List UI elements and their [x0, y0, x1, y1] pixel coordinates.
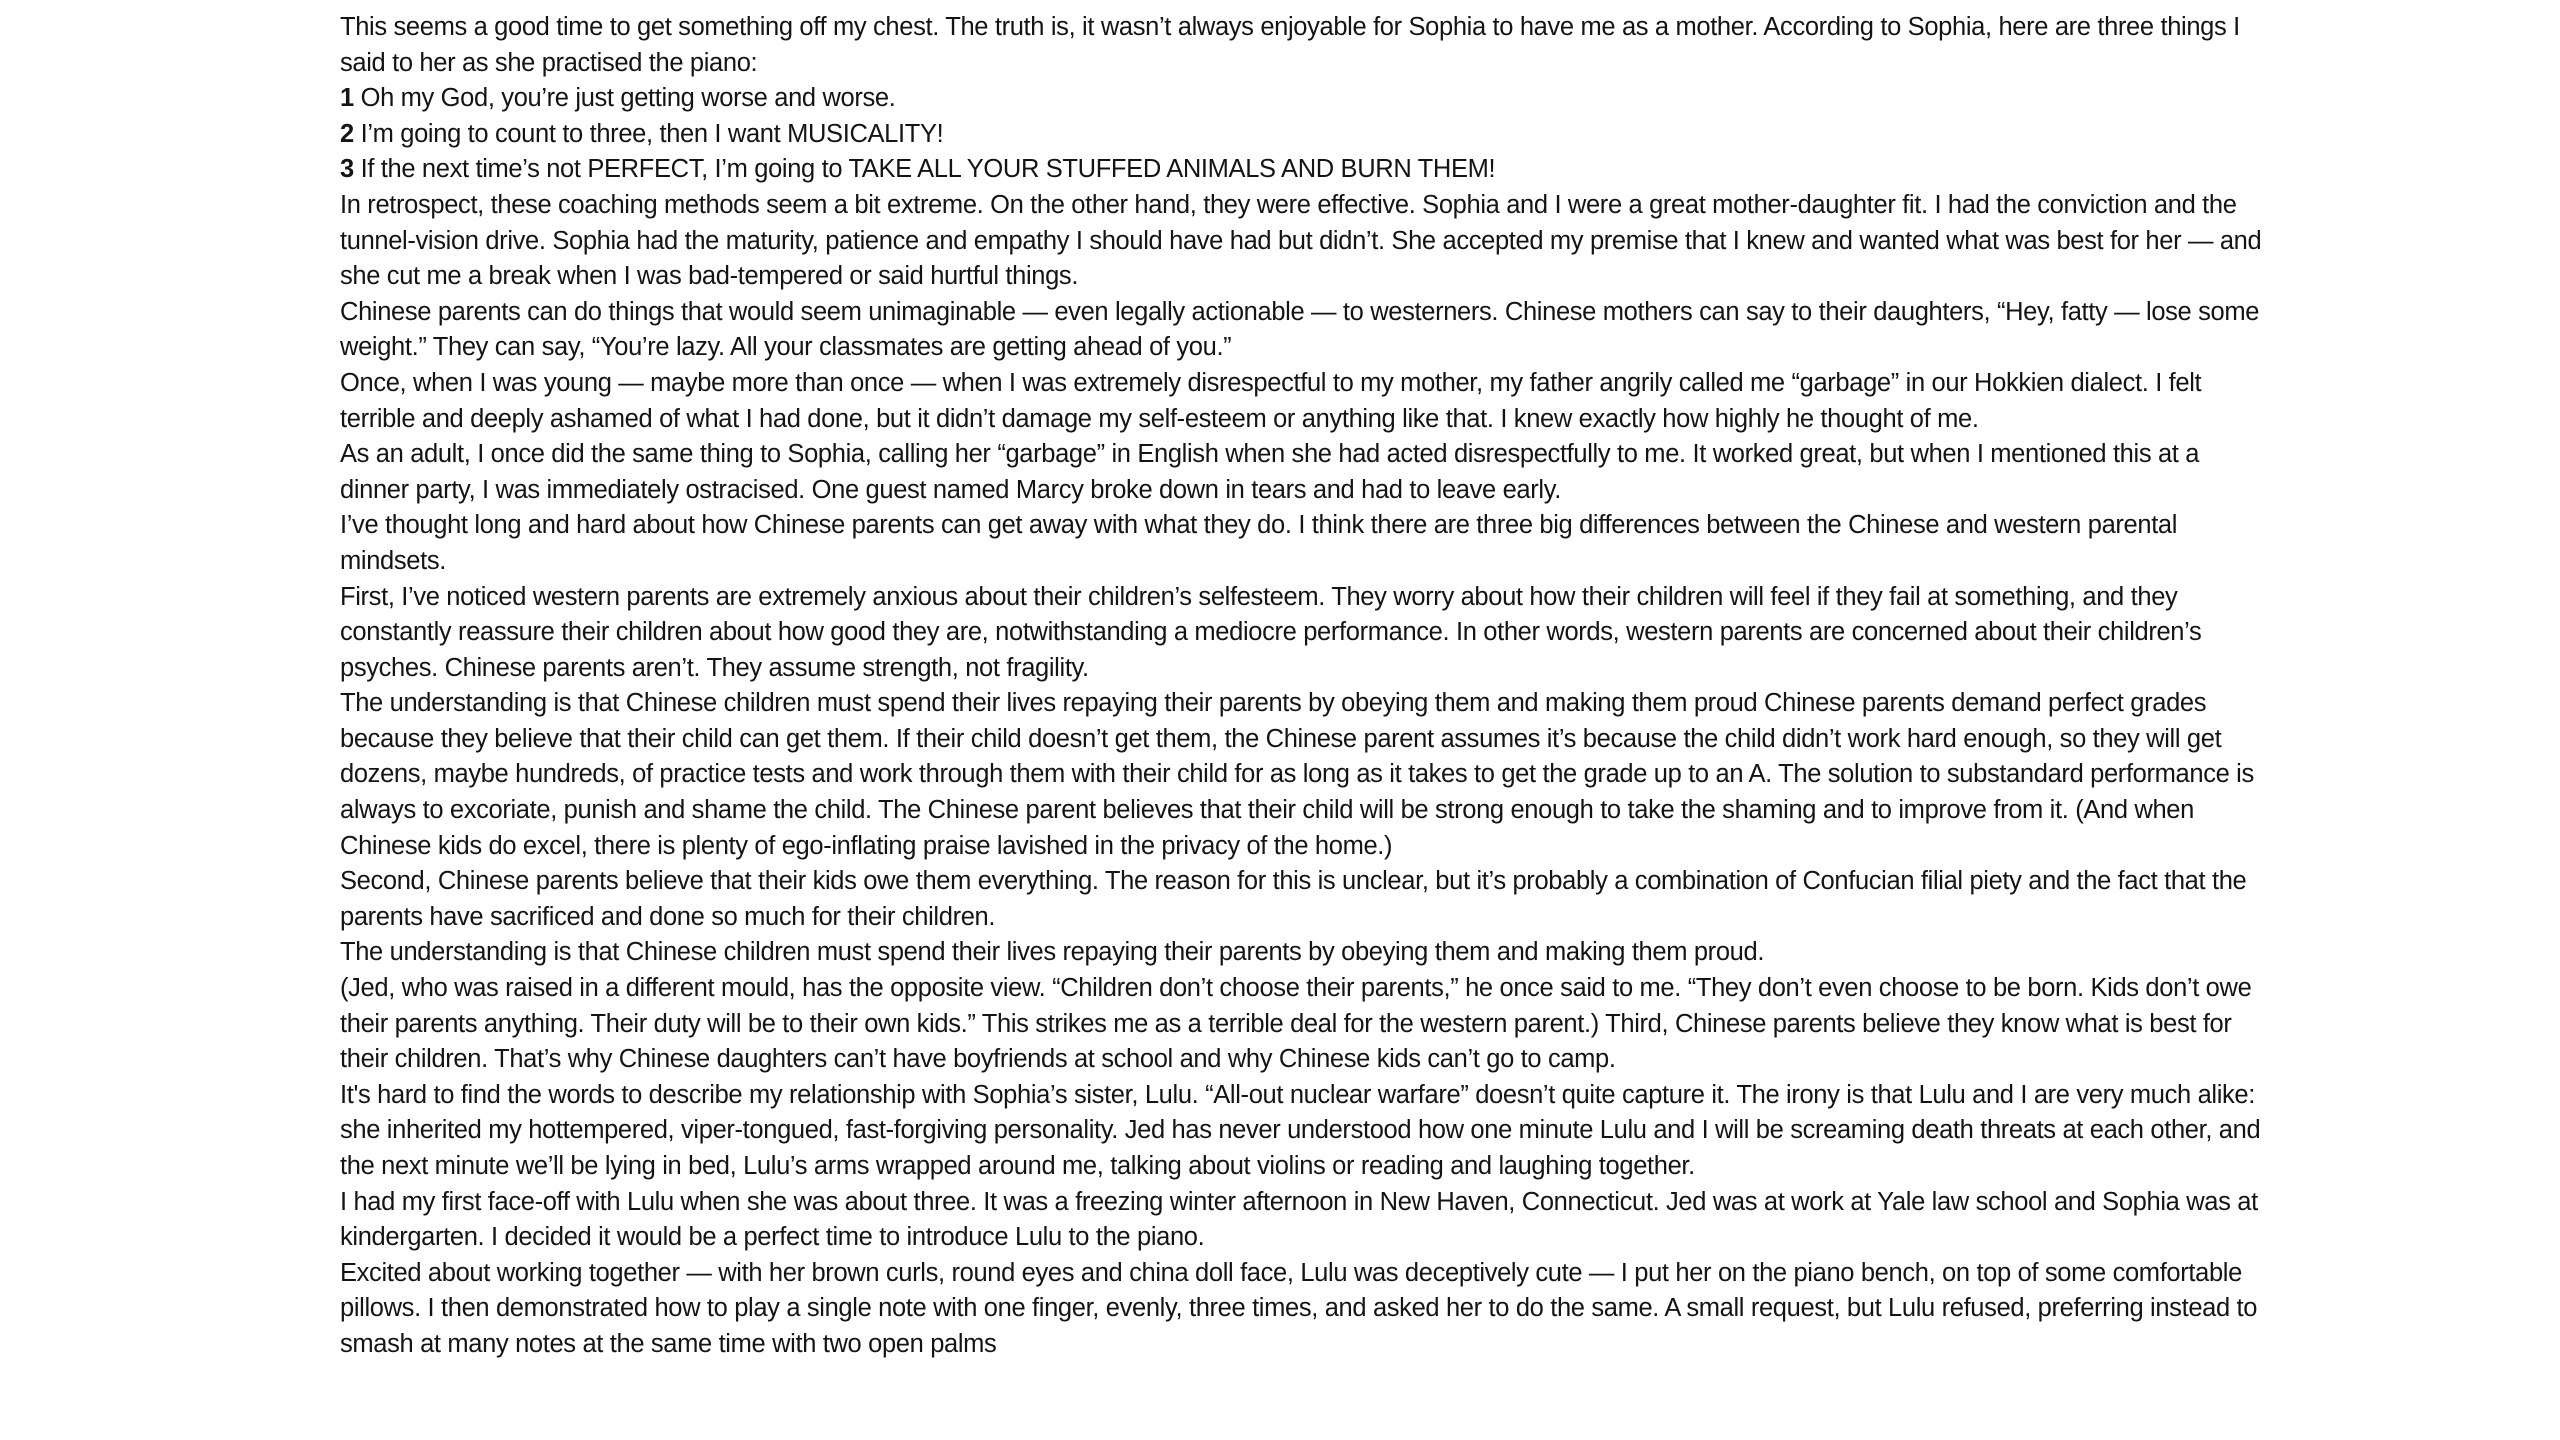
- paragraph: Excited about working together — with her brown curls, round eyes and china doll face, Lulu was deceptively cute — I put her on the piano bench, on top of some comfortable pillows. I then demonstrated how to play a single note with one finger, evenly, three times, and asked her to do the same. A small request, but Lulu refused, preferring instead to smash at many notes at the same time with two open palms: [340, 1258, 2258, 1358]
- paragraph: I had my first face-off with Lulu when she was about three. It was a freezing winter afternoon in New Haven, Connecticut. Jed was at work at Yale law school and Sophia was at kindergarten. I decided it would be a perfect time to introduce Lulu to the piano.: [340, 1187, 2258, 1252]
- document-body: [340, 10, 2270, 1363]
- paragraph: Once, when I was young — maybe more than once — when I was extremely disrespectful to my mother, my father angrily called me “garbage” in our Hokkien dialect. I felt terrible and deeply ashamed of what I had done, but it didn’t damage my self-esteem or anything like that. I knew exactly how highly he thought of me.: [340, 368, 2202, 433]
- list-number: 2: [340, 119, 354, 148]
- list-item-2: [340, 117, 2270, 153]
- paragraph: The understanding is that Chinese children must spend their lives repaying their parents by obeying them and making them proud.: [340, 938, 1765, 967]
- list-item-1: [340, 81, 2270, 117]
- paragraph: The understanding is that Chinese children must spend their lives repaying their parents by obeying them and making them proud Chinese parents demand perfect grades because they believe that their child can get them. If their child doesn’t get them, the Chinese parent assumes it’s because the child didn’t work hard enough, so they will get dozens, maybe hundreds, of practice tests and work through them with their child for as long as it takes to get the grade up to an A. The solution to substandard performance is always to excoriate, punish and shame the child. The Chinese parent believes that their child will be strong enough to take the shaming and to improve from it. (And when Chinese kids do excel, there is plenty of ego-inflating praise lavished in the privacy of the home.): [340, 689, 2254, 860]
- list-item-3: [340, 152, 2270, 188]
- list-number: 3: [340, 155, 354, 184]
- paragraph: I’ve thought long and hard about how Chinese parents can get away with what they do. I think there are three big differences between the Chinese and western parental mindsets.: [340, 511, 2178, 575]
- paragraph: Second, Chinese parents believe that their kids owe them everything. The reason for this is unclear, but it’s probably a combination of Confucian filial piety and the fact that the parents have sacrificed and done so much for their children.: [340, 867, 2247, 931]
- paragraph: In retrospect, these coaching methods seem a bit extreme. On the other hand, they were effective. Sophia and I were a great mother-daughter fit. I had the conviction and the tunnel-vision drive. Sophia had the maturity, patience and empathy I should have had but didn’t. She accepted my premise that I knew and wanted what was best for her — and she cut me a break when I was bad-tempered or said hurtful things.: [340, 190, 2262, 291]
- paragraph: First, I’ve noticed western parents are extremely anxious about their children’s selfesteem. They worry about how their children will feel if they fail at something, and they constantly reassure their children about how good they are, notwithstanding a mediocre performance. In other words, western parents are concerned about their children’s psyches. Chinese parents aren’t. They assume strength, not fragility.: [340, 582, 2202, 682]
- paragraph: As an adult, I once did the same thing to Sophia, calling her “garbage” in English when she had acted disrespectfully to me. It worked great, but when I mentioned this at a dinner party, I was immediately ostracised. One guest named Marcy broke down in tears and had to leave early.: [340, 440, 2200, 504]
- paragraph: (Jed, who was raised in a different mould, has the opposite view. “Children don’t choose their parents,” he once said to me. “They don’t even choose to be born. Kids don’t owe their parents anything. Their duty will be to their own kids.” This strikes me as a terrible deal for the western parent.) Third, Chinese parents believe they know what is best for their children. That’s why Chinese daughters can’t have boyfriends at school and why Chinese kids can’t go to camp.: [340, 974, 2252, 1074]
- list-text: If the next time’s not PERFECT, I’m going to TAKE ALL YOUR STUFFED ANIMALS AND BURN THEM!: [360, 155, 1496, 184]
- paragraph-intro: This seems a good time to get something off my chest. The truth is, it wasn’t always enjoyable for Sophia to have me as a mother. According to Sophia, here are three things I said to her as she practised the piano:: [340, 13, 2240, 77]
- list-text: I’m going to count to three, then I want MUSICALITY!: [360, 119, 944, 148]
- list-number: 1: [340, 84, 354, 113]
- list-text: Oh my God, you’re just getting worse and worse.: [360, 84, 896, 113]
- paragraph: It's hard to find the words to describe my relationship with Sophia’s sister, Lulu. “All-out nuclear warfare” doesn’t quite capture it. The irony is that Lulu and I are very much alike: she inherited my hottempered, viper-tongued, fast-forgiving personality. Jed has never understood how one minute Lulu and I will be screaming death threats at each other, and the next minute we’ll be lying in bed, Lulu’s arms wrapped around me, talking about violins or reading and laughing together.: [340, 1080, 2261, 1180]
- paragraph: Chinese parents can do things that would seem unimaginable — even legally actionable — to westerners. Chinese mothers can say to their daughters, “Hey, fatty — lose some weight.” They can say, “You’re lazy. All your classmates are getting ahead of you.”: [340, 297, 2260, 362]
